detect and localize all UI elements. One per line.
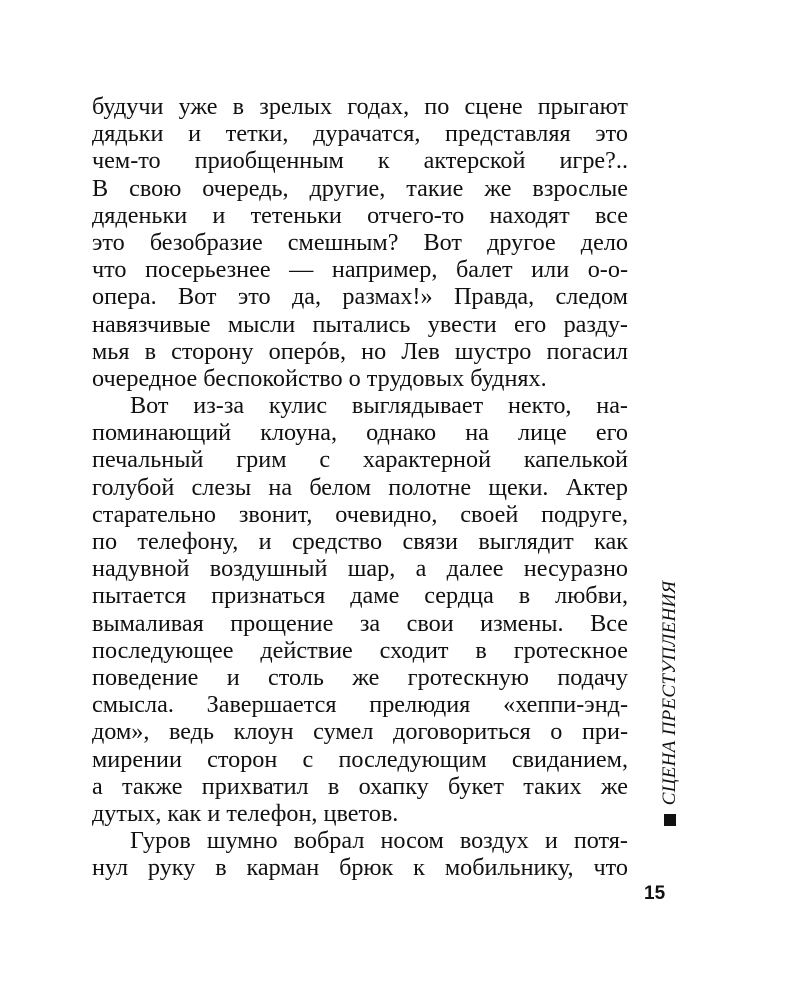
running-head	[650, 580, 690, 828]
body-text	[92, 93, 628, 881]
text-line: печальный грим с характерной капелькой	[92, 446, 628, 474]
text-line: опера. Вот это да, размах!» Правда, следом	[92, 283, 628, 311]
text-line: В свою очередь, другие, такие же взрослые	[92, 174, 628, 202]
running-head-title: СЦЕНА ПРЕСТУПЛЕНИЯ	[659, 580, 680, 806]
text-line: поведение и столь же гротескную подачу	[92, 663, 628, 691]
text-line: смысла. Завершается прелюдия «хеппи-энд-	[92, 691, 628, 719]
text-line: по телефону, и средство связи выглядит как	[92, 528, 628, 555]
text-line: нул руку в карман брюк к мобильнику, что	[92, 854, 628, 882]
text-line: чем-то приобщенным к актерской игре?..	[92, 147, 628, 175]
text-line: вымаливая прощение за свои измены. Все	[92, 609, 628, 637]
text-line: мья в сторону оперóв, но Лев шустро погасил	[92, 337, 628, 365]
text-line: последующее действие сходит в гротескное	[92, 636, 628, 664]
text-line: мирении сторон с последующим свиданием,	[92, 745, 628, 773]
text-line: будучи уже в зрелых годах, по сцене прыгают	[92, 93, 628, 120]
paragraph-start-line: Гуров шумно вобрал носом воздух и потя-	[130, 827, 628, 855]
text-line: поминающий клоуна, однако на лице его	[92, 419, 628, 447]
text-line: голубой слезы на белом полотне щеки. Актер	[92, 473, 628, 501]
text-line: очередное беспокойство о трудовых буднях.	[92, 364, 547, 392]
text-line: навязчивые мысли пытались увести его разду-	[92, 310, 628, 338]
text-line: надувной воздушный шар, а далее несуразно	[92, 555, 628, 583]
text-line: что посерьезнее — например, балет или о-о-	[92, 256, 628, 284]
text-line: дом», ведь клоун сумел договориться о при-	[92, 718, 628, 746]
text-line: дяденьки и тетеньки отчего-то находят все	[92, 201, 628, 229]
paragraph-start-line: Вот из-за кулис выглядывает некто, на-	[130, 392, 628, 420]
text-line: пытается признаться даме сердца в любви,	[92, 582, 628, 610]
square-marker-icon	[664, 814, 676, 826]
text-line: дядьки и тетки, дурачатся, представляя это	[92, 120, 628, 148]
text-line: это безобразие смешным? Вот другое дело	[92, 228, 628, 256]
page-number: 15	[644, 883, 666, 904]
text-line: а также прихватил в охапку букет таких же	[92, 772, 628, 800]
text-line: старательно звонит, очевидно, своей подруге,	[92, 500, 628, 528]
text-line: дутых, как и телефон, цветов.	[92, 799, 399, 827]
